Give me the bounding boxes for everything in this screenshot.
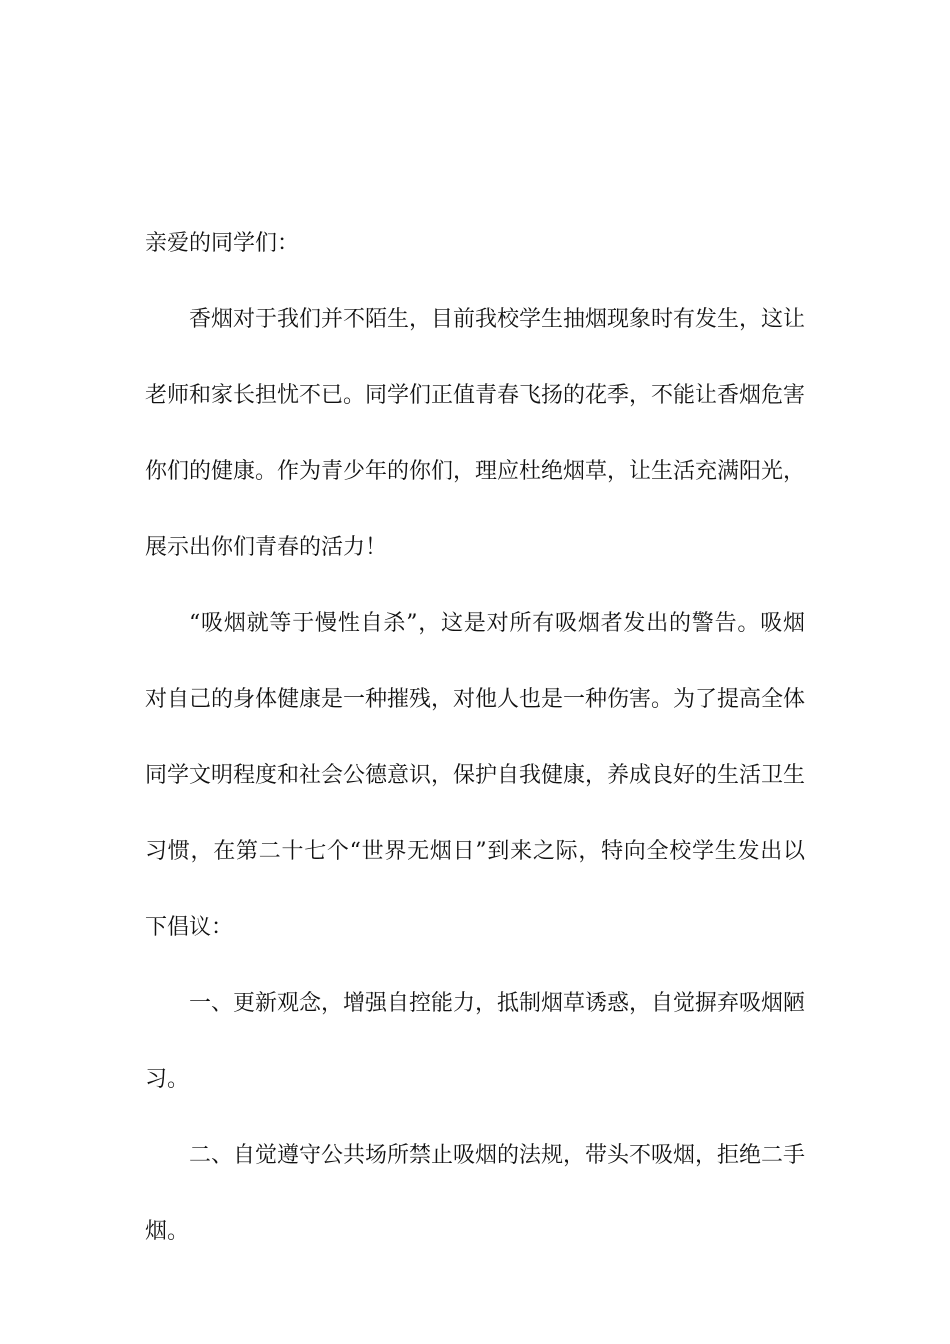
paragraph-proposal-1: 一、更新观念，增强自控能力，抵制烟草诱惑，自觉摒弃吸烟陋习。 [145,991,806,1092]
paragraph-warning: “吸烟就等于慢性自杀”，这是对所有吸烟者发出的警告。吸烟对自己的身体健康是一种摧残，对他人也是一种伤害。为了提高全体同学文明程度和社会公德意识，保护自我健康，养成良好的生活卫生习惯，在第二十七个“世界无烟日”到来之际，特向全校学生发出以下倡议： [145,611,806,940]
paragraph-intro: 香烟对于我们并不陌生，目前我校学生抽烟现象时有发生，这让老师和家长担忧不已。同学们正值青春飞扬的花季，不能让香烟危害你们的健康。作为青少年的你们，理应杜绝烟草，让生活充满阳光，展示出你们青春的活力！ [145,307,806,560]
salutation: 亲爱的同学们： [145,231,300,256]
document-body [145,206,805,1270]
paragraph-proposal-2: 二、自觉遵守公共场所禁止吸烟的法规，带头不吸烟，拒绝二手烟。 [145,1143,806,1244]
